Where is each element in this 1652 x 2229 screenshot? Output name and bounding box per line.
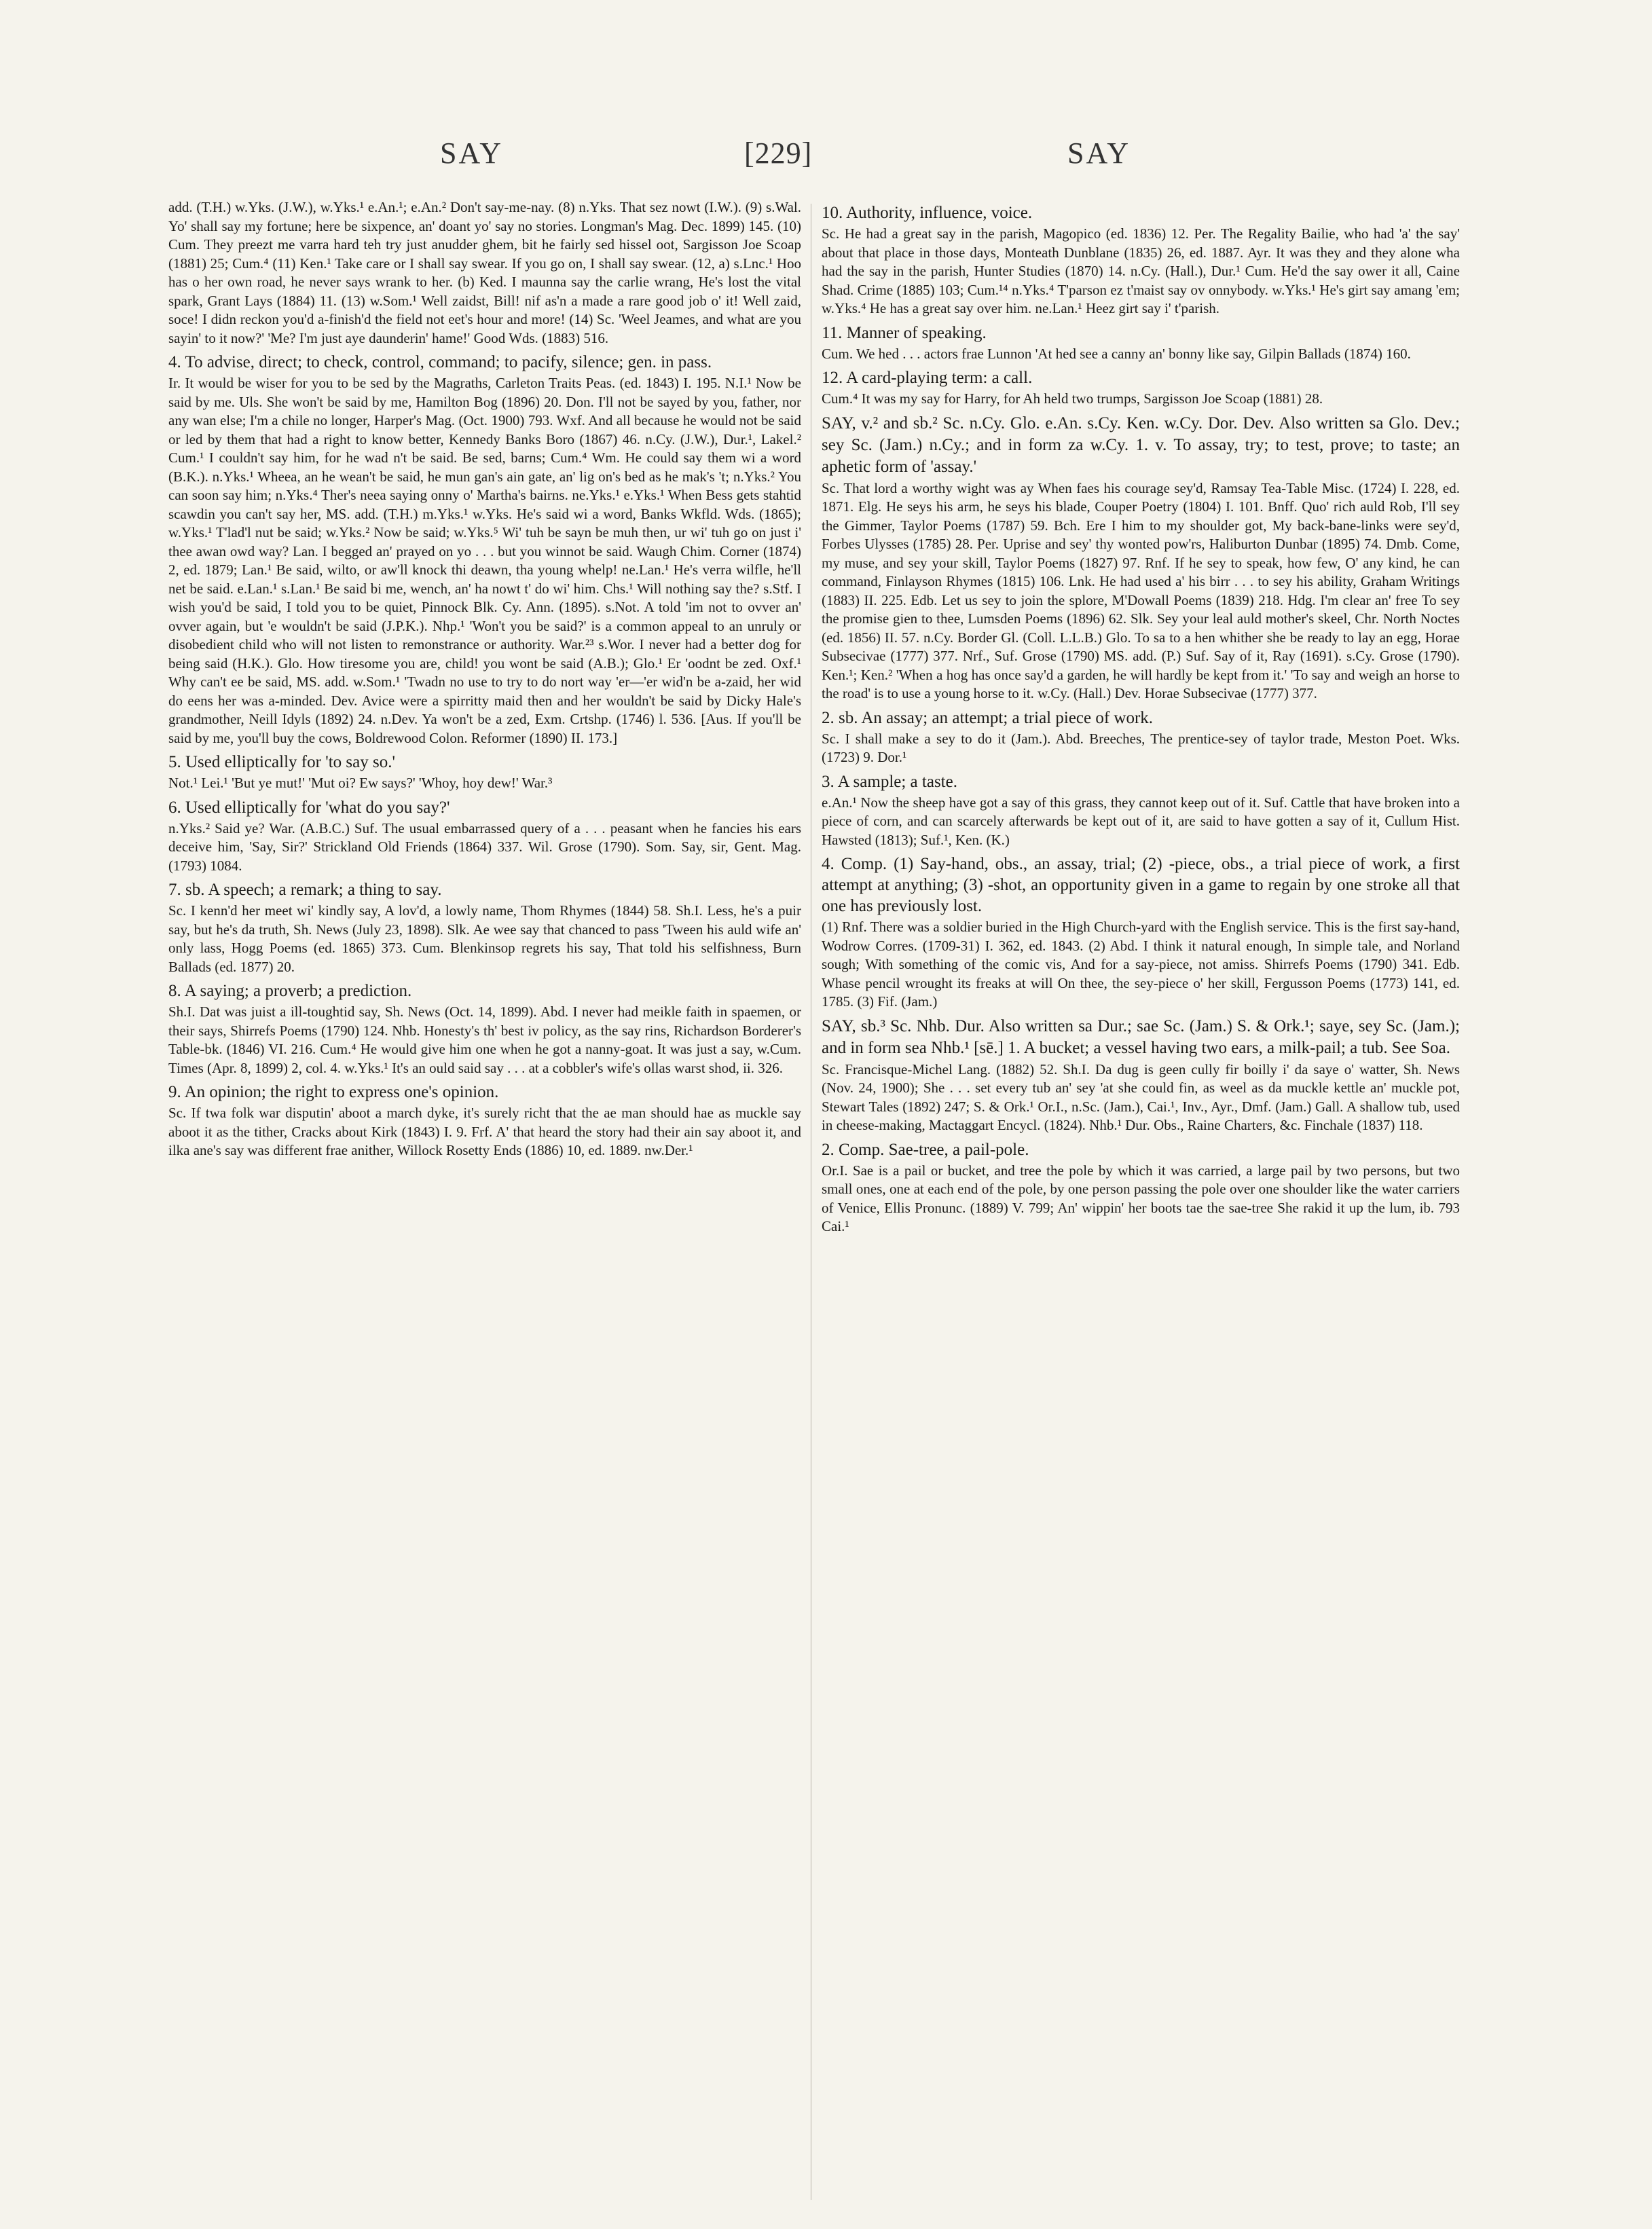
citation-paragraph: Cum. We hed . . . actors frae Lunnon 'At hed see a canny an' bonny like say, Gilpin Ballads (1874) 160. [822, 345, 1411, 362]
sense-definition: 11. Manner of speaking. [822, 323, 987, 342]
citation-paragraph: e.An.¹ Now the sheep have got a say of this grass, they cannot keep out of it. Suf. Cattle that have broken into a piece of corn, and can scarcely afterwards be kept out of it, are said to have gotten a say of it, Cullum Hist. Hawsted (1813); Suf.¹, Ken. (K.) [822, 794, 1460, 848]
citation-paragraph: n.Yks.² Said ye? War. (A.B.C.) Suf. The usual embarrassed query of a . . . peasant when he fancies his ears deceive him, 'Say, Sir?' Strickland Old Friends (1864) 337. Wil. Grose (1790). Som. Say, sir, Gent. Mag. (1793) 1084. [168, 819, 801, 874]
running-head-right: SAY [1067, 136, 1131, 170]
citation-paragraph: Sc. Francisque-Michel Lang. (1882) 52. Sh.I. Da dug is geen cully fir boilly i' da saye o' watter, Sh. News (Nov. 24, 1900); She . . . set every tub an' sey 'at she could fin, as weel as da muckle kettle an' muckle pot, Stewart Tales (1892) 247; S. & Ork.¹ Or.I., n.Sc. (Jam.), Cai.¹, Inv., Ayr., Dmf. (Jam.) Gall. A shallow tub, used in cheese-making, Mactaggart Encycl. (1824). Nhb.¹ Dur. Obs., Raine Charters, &c. Finchale (1837) 118. [822, 1061, 1460, 1133]
citation-paragraph: Or.I. Sae is a pail or bucket, and tree the pole by which it was carried, a large pail by two persons, but two small ones, one at each end of the pole, by one person passing the pole over one shoulder like the water carriers of Venice, Ellis Pronunc. (1889) V. 799; An' wippin' her boots tae the sae-tree She rakid it up the lum, ib. 793 Cai.¹ [822, 1162, 1460, 1234]
entry-headword: SAY, sb.³ Sc. Nhb. Dur. Also written sa Dur.; sae Sc. (Jam.) S. & Ork.¹; saye, sey Sc. (Jam.); and in form sea Nhb.¹ [sē.] 1. A bucket; a vessel having two ears, a milk-pail; a tub. See Soa. [822, 1016, 1460, 1057]
sense-definition: 6. Used elliptically for 'what do you say?' [168, 798, 450, 817]
citation-paragraph: Cum.⁴ It was my say for Harry, for Ah held two trumps, Sargisson Joe Scoap (1881) 28. [822, 390, 1323, 407]
citation-paragraph: add. (T.H.) w.Yks. (J.W.), w.Yks.¹ e.An.¹; e.An.² Don't say-me-nay. (8) n.Yks. That sez nowt (I.W.). (9) s.Wal. Yo' shall say my fortune; here be sixpence, an' doant yo' say no stories. Longman's Mag. Dec. 1899) 145. (10) Cum. They preezt me varra hard teh try just anudder ghem, bit he fairly sed hissel oot, Sargisson Joe Scoap (1881) 25; Cum.⁴ (11) Ken.¹ Take care or I shall say swear. If you go on, I shall say swear. (12, a) s.Lnc.¹ Hoo has o her own road, he never says wrank to her. (b) Ked. I maunna say the carlie wrang, He's lost the vital spark, Grant Lays (1884) 11. (13) w.Som.¹ Well zaidst, Bill! nif as'n a made a rare good job o' it! Well zaid, soce! I didn reckon you'd a-finish'd the field not eet's hour and more! (14) Sc. 'Weel Jeames, and what are you sayin' to it now?' 'Me? I'm just aye daunderin' hame!' Good Wds. (1883) 516. [168, 199, 801, 346]
sense-definition: 12. A card-playing term: a call. [822, 369, 1033, 387]
right-column [822, 198, 1460, 2208]
entry-headword: SAY, v.² and sb.² Sc. n.Cy. Glo. e.An. s.Cy. Ken. w.Cy. Dor. Dev. Also written sa Glo. Dev.; sey Sc. (Jam.) n.Cy.; and in form za w.Cy. 1. v. To assay, try; to test, prove; to taste; an aphetic form of 'assay.' [822, 413, 1460, 476]
sense-definition: 9. An opinion; the right to express one's opinion. [168, 1083, 499, 1101]
citation-paragraph: Sc. He had a great say in the parish, Magopico (ed. 1836) 12. Per. The Regality Bailie, who had 'a' the say' about that place in those days, Monteath Dunblane (1835) 26, ed. 1887. Ayr. It was they and they alone wha had the say in the parish, Hunter Studies (1870) 14. n.Cy. (Hall.), Dur.¹ Cum. He'd the say ower it all, Caine Shad. Crime (1885) 103; Cum.¹⁴ n.Yks.⁴ T'parson ez t'maist say ov onnybody. w.Yks.¹ He's girt say amang 'em; w.Yks.⁴ He has a great say over him. ne.Lan.¹ Heez girt say i' t'parish. [822, 225, 1460, 316]
sense-definition: 4. To advise, direct; to check, control, command; to pacify, silence; gen. in pass. [168, 353, 712, 371]
running-head-left: SAY [440, 136, 503, 170]
sense-definition: 5. Used elliptically for 'to say so.' [168, 753, 395, 771]
sense-definition: 8. A saying; a proverb; a prediction. [168, 982, 412, 1000]
sense-definition: 2. sb. An assay; an attempt; a trial piece of work. [822, 708, 1154, 727]
citation-paragraph: Sh.I. Dat was juist a ill-toughtid say, Sh. News (Oct. 14, 1899). Abd. I never had meikle faith in spaemen, or their says, Shirrefs Poems (1790) 124. Nhb. Honesty's th' best iv policy, as the say rins, Richardson Borderer's Table-bk. (1846) VI. 216. Cum.⁴ He would give him one when he got a nanny-goat. It was just a say, w.Cum. Times (Apr. 8, 1899) 2, col. 4. w.Yks.¹ It's an ould said say . . . at a cobbler's wife's ollas warst shod, ii. 326. [168, 1003, 801, 1076]
citation-paragraph: Sc. If twa folk war disputin' aboot a march dyke, it's surely richt that the ae man should hae as muckle say aboot it as the tither, Cracks about Kirk (1843) I. 9. Frf. A' that heard the story had their ain say aboot it, and ilka ane's say was different frae anither, Willock Rosetty Ends (1886) 10, ed. 1889. nw.Der.¹ [168, 1105, 801, 1158]
left-column [168, 198, 801, 2208]
citation-paragraph: Sc. I shall make a sey to do it (Jam.). Abd. Breeches, The prentice-sey of taylor trade, Meston Poet. Wks. (1723) 9. Dor.¹ [822, 730, 1460, 765]
citation-paragraph: Sc. I kenn'd her meet wi' kindly say, A lov'd, a lowly name, Thom Rhymes (1844) 58. Sh.I. Less, he's a puir say, but he's da truth, Sh. News (July 23, 1898). Slk. Ae wee say that chanced to pass 'Tween his auld wife an' only lass, Hogg Poems (ed. 1865) 373. Cum. Blenkinsop regrets his say, That told his selfishness, Burn Ballads (ed. 1877) 20. [168, 902, 801, 975]
citation-paragraph: (1) Rnf. There was a soldier buried in the High Church-yard with the English service. This is the first say-hand, Wodrow Corres. (1709-31) I. 362, ed. 1843. (2) Abd. I think it natural enough, In simple tale, and Norland sough; With something of the comic vis, And for a say-piece, not amiss. Shirrefs Poems (1790) 341. Edb. Whase pencil wrought its freaks at will On thee, the sey-piece o' her skill, Fergusson Poems (1773) 141, ed. 1785. (3) Fif. (Jam.) [822, 919, 1460, 1010]
page-number: [229] [744, 136, 813, 170]
sense-definition: 3. A sample; a taste. [822, 772, 957, 791]
sense-definition: 10. Authority, influence, voice. [822, 204, 1033, 222]
citation-paragraph: Sc. That lord a worthy wight was ay When faes his courage sey'd, Ramsay Tea-Table Misc. (1724) I. 228, ed. 1871. Elg. He seys his arm, he seys his blade, Couper Poetry (1804) I. 101. Bnff. Quo' rich auld Rob, I'll sey the Gimmer, Taylor Poems (1787) 59. Bch. Ere I him to my shoulder got, My back-bane-links were sey'd, Forbes Ulysses (1785) 28. Per. Uprise and sey' thy wonted pow'rs, Haliburton Dunbar (1895) 74. Dmb. Come, my muse, and sey your skill, Taylor Poems (1827) 97. Rnf. If he sey to speak, how few, O' any kind, he can command, Finlayson Rhymes (1815) 106. Lnk. He had used a' his birr . . . to sey his ability, Graham Writings (1883) II. 225. Edb. Let us sey to join the splore, M'Dowall Poems (1839) 218. Hdg. I'm clear an' free To sey the promise gien to thee, Lumsden Poems (1896) 62. Slk. Sey your leal auld mother's skeel, Chr. North Noctes (ed. 1856) II. 57. n.Cy. Border Gl. (Coll. L.L.B.) Glo. To sa to a hen whither she be ready to lay an egg, Horae Subsecivae (1777) 377. Nrf., Suf. Grose (1790) MS. add. (P.) Suf. Say of it, Ray (1691). s.Cy. Grose (1790). Ken.¹; Ken.² 'When a hog has once say'd a garden, he will hardly be kept from it.' 'To say and weigh an horse to the road' is to use a young horse to it. w.Cy. (Hall.) Dev. Horae Subsecivae (1777) 377. [822, 479, 1460, 701]
citation-paragraph: Ir. It would be wiser for you to be sed by the Magraths, Carleton Traits Peas. (ed. 1843) I. 195. N.I.¹ Now be said by me. Uls. She won't be said by me, Hamilton Bog (1896) 20. Don. I'll not be sayed by you, father, nor any wan else; I'm a chile no longer, Harper's Mag. (Oct. 1900) 793. Wxf. And all because he would not be said or led by them that had a right to know better, Kennedy Banks Boro (1867) 46. n.Cy. (J.W.), Dur.¹, Lakel.² Cum.¹ I couldn't say him, for he wad n't be said. Be sed, barns; Cum.⁴ Wm. He could say them wi a word (B.K.). n.Yks.¹ Wheea, an he wean't be said, he mun gan's ain gate, an' lig on's bed as he mak's 't; n.Yks.² You can soon say him; n.Yks.⁴ Ther's neea saying onny o' Martha's bairns. ne.Yks.¹ e.Yks.¹ When Bess gets stahtid scawdin you can't say her, MS. add. (T.H.) m.Yks.¹ w.Yks. He's said wi a word, Banks Wkfld. Wds. (1865); w.Yks.¹ T'lad'l nut be said; w.Yks.² Now be said; w.Yks.⁵ Wi' tuh be sayn be muh then, ur wi' tuh go on just i' thee awan owd way? Lan. I begged an' prayed on yo . . . but you winnot be said. Waugh Chim. Corner (1874) 2, ed. 1879; Lan.¹ Be said, wilto, or aw'll knock thi deawn, tha young whelp! ne.Lan.¹ He's verra wilfle, he'll net be said. e.Lan.¹ s.Lan.¹ Be said bi me, wench, an' ha nowt t' do wi' him. Chs.¹ Will nothing say the? s.Stf. I wish you'd be said, I told you to be quiet, Pinnock Blk. Cy. Ann. (1895). s.Not. A told 'im not to ovver an' ovver again, but 'e wouldn't be said (J.P.K.). Nhp.¹ 'Won't you be said?' is a common appeal to an unruly or disobedient child who will not listen to remonstrance or authority. War.²³ s.Wor. I never had a better dog for being said (H.K.). Glo. How tiresome you are, child! you wont be said (A.B.); Glo.¹ Er 'oodnt be zed. Oxf.¹ Why can't ee be said, MS. add. w.Som.¹ 'Twadn no use to try to do nort way 'er—'er wid'n be a-zaid, her wid do eens her was a-minded. Dev. Avice were a spirritty maid then and her wouldn't be said by Dicky Hale's grandmother, Neill Idyls (1892) 24. n.Dev. Ya won't be a zed, Exm. Crtshp. (1746) l. 536. [Aus. If you'll be said by me, you'll buy the cows, Boldrewood Colon. Reformer (1890) II. 173.] [168, 375, 801, 746]
sense-definition: 7. sb. A speech; a remark; a thing to say. [168, 881, 442, 899]
sense-definition: 4. Comp. (1) Say-hand, obs., an assay, trial; (2) -piece, obs., a trial piece of work, a first attempt at anything; (3) -shot, an opportunity given in a game to regain by one stroke all that one has previously lost. [822, 855, 1460, 915]
sense-definition: 2. Comp. Sae-tree, a pail-pole. [822, 1140, 1029, 1159]
citation-paragraph: Not.¹ Lei.¹ 'But ye mut!' 'Mut oi? Ew says?' 'Whoy, hoy dew!' War.³ [168, 775, 553, 791]
